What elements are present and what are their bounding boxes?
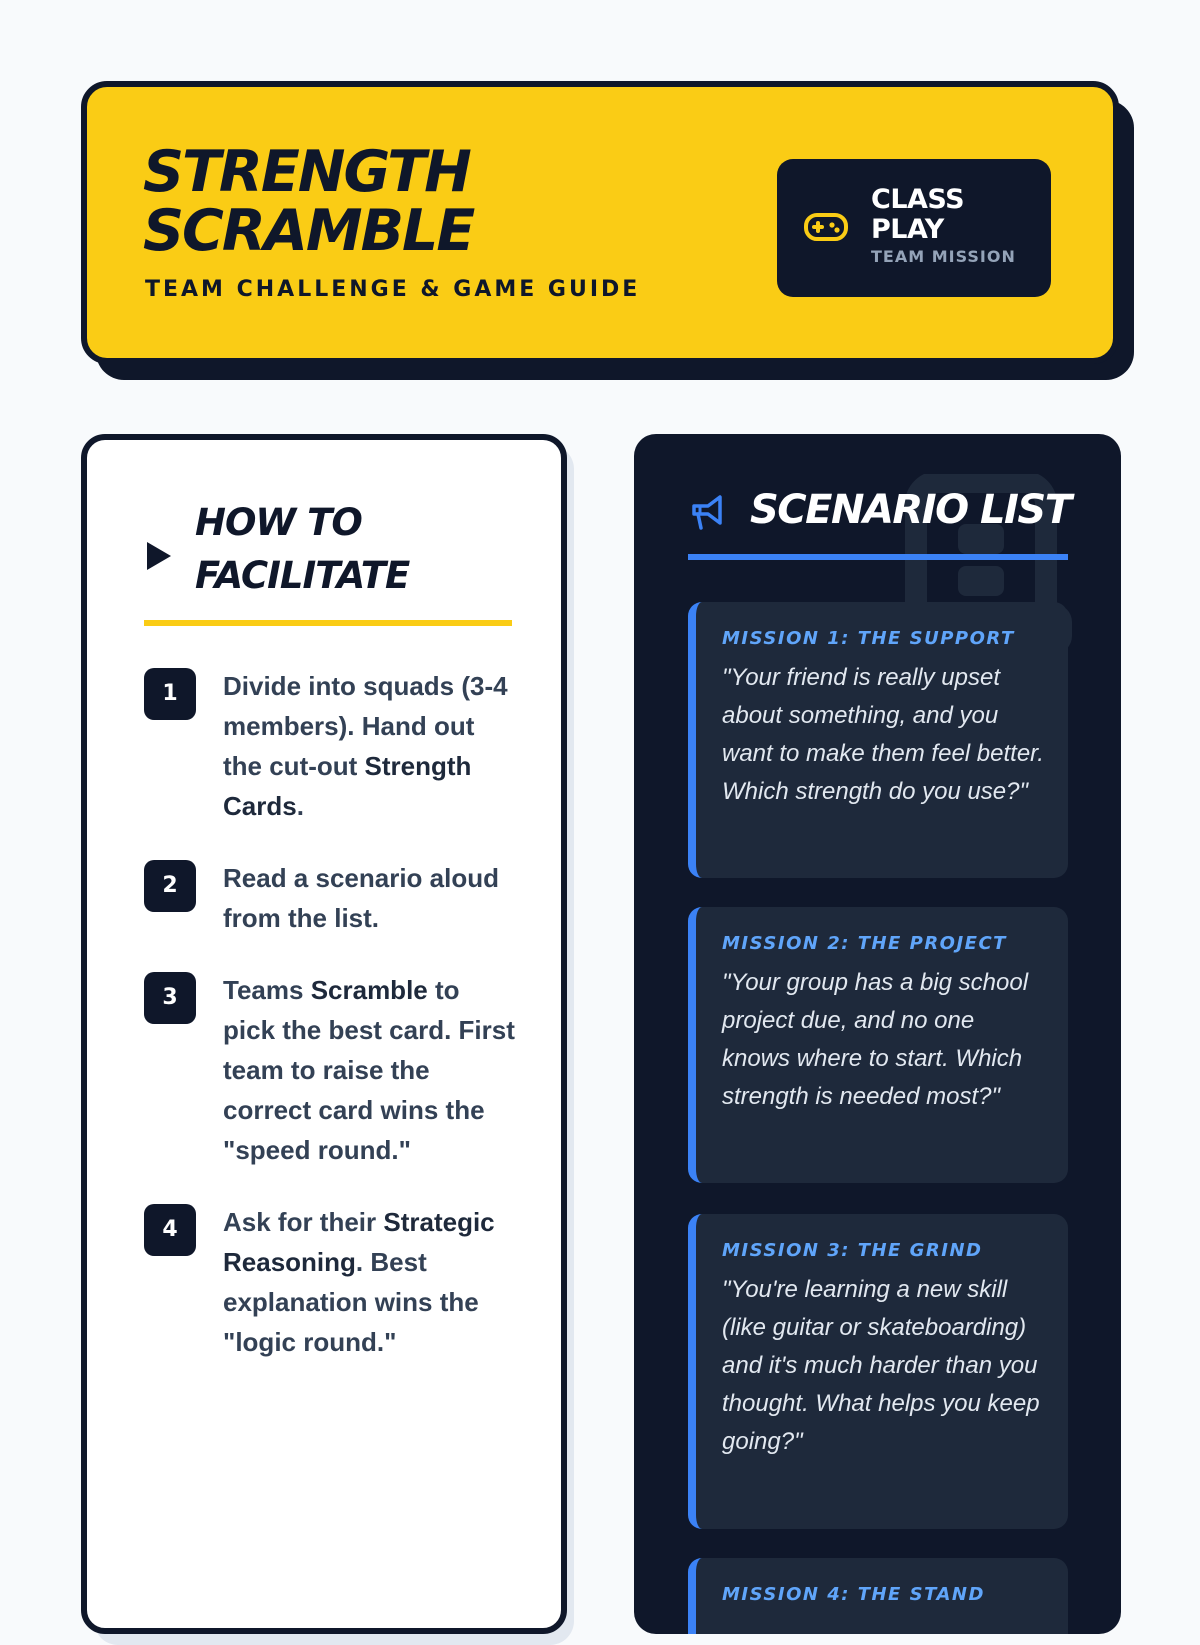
step-text-bold: Strategic Reasoning — [223, 1207, 495, 1277]
step-text — [223, 858, 515, 938]
step-number: 4 — [144, 1204, 196, 1256]
step-text — [223, 1202, 515, 1362]
mission-card — [688, 602, 1068, 878]
mission-card — [688, 1558, 1068, 1634]
step-number: 2 — [144, 860, 196, 912]
facilitate-steps — [144, 666, 524, 1394]
step-text-part: to pick the best card. First team to raise the correct card wins the "speed round." — [223, 975, 515, 1165]
step-item — [144, 858, 524, 938]
step-item — [144, 970, 524, 1170]
title-line-2: SCRAMBLE — [143, 198, 474, 264]
gamepad-icon — [803, 207, 849, 247]
step-text-part: Read a scenario aloud from the list. — [223, 863, 499, 933]
badge-title — [871, 185, 1031, 245]
facilitate-heading — [195, 496, 515, 602]
mission-card — [688, 1214, 1068, 1529]
step-text-bold: Scramble — [310, 975, 428, 1005]
step-item — [144, 666, 524, 826]
step-text-part: . Best explanation wins the "logic round." — [223, 1247, 479, 1357]
class-play-badge — [777, 159, 1051, 297]
title-line-1: STRENGTH — [143, 139, 470, 205]
scenario-panel — [634, 434, 1121, 1634]
mission-quote: "You're learning a new skill (like guitar or skateboarding) and it's much harder than you thought. What helps you keep going?" — [722, 1276, 1040, 1455]
step-number: 3 — [144, 972, 196, 1024]
megaphone-icon — [688, 492, 728, 532]
mission-title: MISSION 3: THE GRIND — [722, 1240, 983, 1261]
page-title — [143, 139, 474, 264]
badge-subtitle: TEAM MISSION — [871, 247, 1016, 266]
badge-title-line-2: PLAY — [871, 214, 944, 245]
step-text-part: Ask for their — [223, 1207, 384, 1237]
facilitate-card — [81, 434, 567, 1634]
mission-title: MISSION 4: THE STAND — [722, 1584, 985, 1605]
badge-title-line-1: CLASS — [871, 184, 965, 215]
step-item — [144, 1202, 524, 1362]
step-text — [223, 970, 515, 1170]
header-banner — [81, 81, 1119, 364]
step-text-part: Teams — [223, 975, 311, 1005]
step-text-bold: Strength Cards — [223, 751, 472, 821]
mission-quote: "Your friend is really upset about something, and you want to make them feel better. Which strength do you use?" — [722, 664, 1044, 805]
step-text — [223, 666, 515, 826]
page-subtitle: TEAM CHALLENGE & GAME GUIDE — [145, 277, 641, 302]
mission-quote: "Your group has a big school project due, and no one knows where to start. Which strength is needed most?" — [722, 969, 1029, 1110]
scenario-divider — [688, 554, 1068, 560]
step-text-part: Divide into squads (3-4 members). Hand out the cut-out — [223, 671, 508, 781]
step-text-part: . — [296, 791, 304, 821]
scenario-heading: SCENARIO LIST — [750, 487, 1071, 533]
step-number: 1 — [144, 668, 196, 720]
mission-card — [688, 907, 1068, 1183]
mission-title: MISSION 1: THE SUPPORT — [722, 628, 1015, 649]
mission-title: MISSION 2: THE PROJECT — [722, 933, 1007, 954]
facilitate-heading-line-1: HOW TO — [195, 501, 362, 544]
facilitate-divider — [144, 620, 512, 626]
play-icon — [147, 542, 171, 570]
facilitate-heading-line-2: FACILITATE — [195, 554, 410, 597]
